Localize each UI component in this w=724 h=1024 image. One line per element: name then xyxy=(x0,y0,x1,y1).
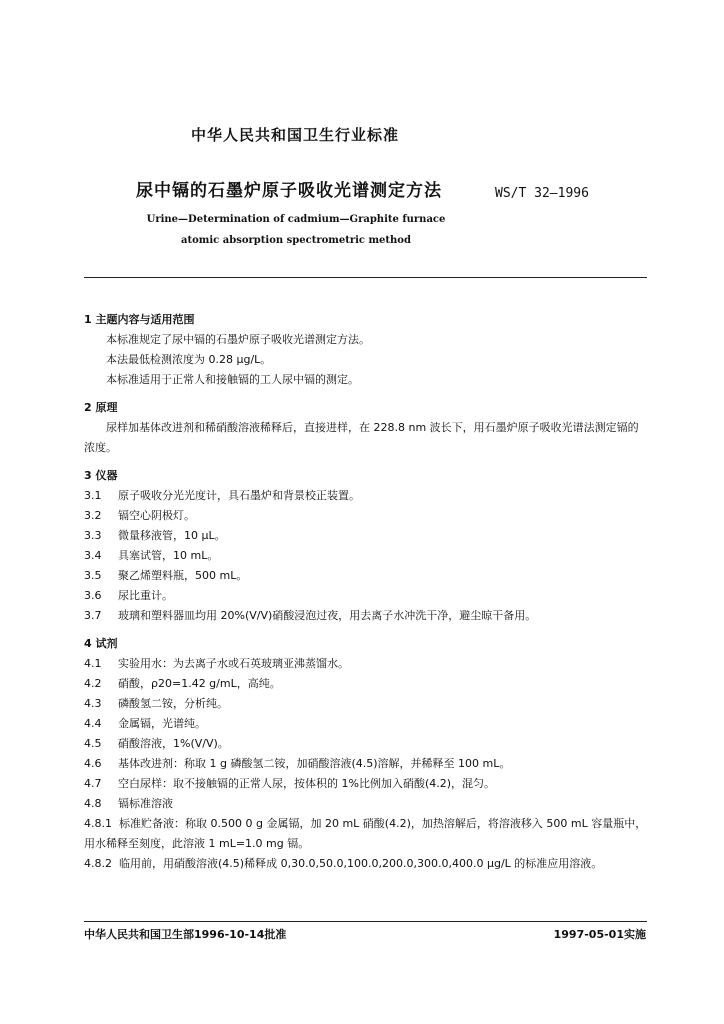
item-text: 金属镉，光谱纯。 xyxy=(118,717,206,730)
section-1 xyxy=(84,310,649,390)
list-item xyxy=(84,546,649,566)
item-number: 4.7 xyxy=(84,777,102,790)
document-title: 尿中镉的石墨炉原子吸收光谱测定方法 xyxy=(136,181,442,201)
item-text: 尿比重计。 xyxy=(118,589,173,602)
list-item xyxy=(84,754,649,774)
document-body xyxy=(84,310,649,882)
list-item xyxy=(84,586,649,606)
item-number: 4.6 xyxy=(84,757,102,770)
item-text: 基体改进剂：称取 1 g 磷酸氢二铵，加硝酸溶液(4.5)溶解，并稀释至 100 mL。 xyxy=(118,757,511,770)
english-title-line2: atomic absorption spectrometric method xyxy=(181,235,411,246)
implementation-date: 1997-05-01实施 xyxy=(553,928,646,941)
item-number: 4.5 xyxy=(84,737,102,750)
list-item xyxy=(84,774,649,794)
section-heading: 3 仪器 xyxy=(84,469,118,482)
section-2 xyxy=(84,398,649,458)
item-text: 临用前，用硝酸溶液(4.5)稀释成 0,30.0,50.0,100.0,200.0,300.0,400.0 μg/L 的标准应用溶液。 xyxy=(119,857,603,870)
sub-item xyxy=(84,814,649,854)
section-heading: 1 主题内容与适用范围 xyxy=(84,313,195,326)
list-item xyxy=(84,694,649,714)
paragraph: 本标准规定了尿中镉的石墨炉原子吸收光谱测定方法。 xyxy=(106,333,370,346)
english-title-line1: Urine—Determination of cadmium—Graphite furnace xyxy=(146,214,446,225)
issuing-organization: 中华人民共和国卫生行业标准 xyxy=(190,126,399,144)
section-heading: 4 试剂 xyxy=(84,637,118,650)
standard-code: WS/T 32—1996 xyxy=(495,186,589,201)
paragraph: 本标准适用于正常人和接触镉的工人尿中镉的测定。 xyxy=(106,373,359,386)
list-item xyxy=(84,794,649,814)
item-text: 原子吸收分光光度计，具石墨炉和背景校正装置。 xyxy=(118,489,360,502)
item-number: 3.5 xyxy=(84,569,102,582)
approval-date: 中华人民共和国卫生部1996-10-14批准 xyxy=(84,928,287,941)
list-item xyxy=(84,506,649,526)
item-text: 磷酸氢二铵，分析纯。 xyxy=(118,697,228,710)
list-item xyxy=(84,526,649,546)
list-item xyxy=(84,606,649,626)
item-text: 标准贮备液：称取 0.500 0 g 金属镉，加 20 mL 硝酸(4.2)，加热溶解后，将溶液移入 500 mL 容量瓶中，用水稀释至刻度，此溶液 1 mL=1.0 mg 镉。 xyxy=(84,817,647,850)
section-3 xyxy=(84,466,649,626)
list-item xyxy=(84,734,649,754)
item-text: 玻璃和塑料器皿均用 20%(V/V)硝酸浸泡过夜，用去离子水冲洗干净，避尘晾干备用。 xyxy=(118,609,537,622)
item-text: 聚乙烯塑料瓶，500 mL。 xyxy=(118,569,248,582)
list-item xyxy=(84,566,649,586)
header-divider xyxy=(84,277,647,278)
item-number: 4.8.1 xyxy=(84,817,112,830)
list-item xyxy=(84,674,649,694)
item-text: 实验用水：为去离子水或石英玻璃亚沸蒸馏水。 xyxy=(118,657,349,670)
paragraph: 本法最低检测浓度为 0.28 μg/L。 xyxy=(106,353,272,366)
item-text: 具塞试管，10 mL。 xyxy=(118,549,219,562)
item-number: 4.8.2 xyxy=(84,857,112,870)
item-number: 4.4 xyxy=(84,717,102,730)
section-heading: 2 原理 xyxy=(84,401,118,414)
list-item xyxy=(84,654,649,674)
item-text: 镉空心阴极灯。 xyxy=(118,509,195,522)
sub-item xyxy=(84,854,649,874)
item-number: 4.8 xyxy=(84,797,102,810)
item-number: 3.1 xyxy=(84,489,102,502)
item-number: 4.3 xyxy=(84,697,102,710)
item-number: 3.4 xyxy=(84,549,102,562)
item-number: 3.6 xyxy=(84,589,102,602)
item-text: 镉标准溶液 xyxy=(118,797,173,810)
item-number: 3.3 xyxy=(84,529,102,542)
paragraph: 尿样加基体改进剂和稀硝酸溶液稀释后，直接进样，在 228.8 nm 波长下，用石墨炉原子吸收光谱法测定镉的浓度。 xyxy=(84,421,639,454)
item-number: 3.2 xyxy=(84,509,102,522)
item-text: 微量移液管，10 μL。 xyxy=(118,529,226,542)
footer-divider xyxy=(84,921,647,922)
item-text: 空白尿样：取不接触镉的正常人尿，按体积的 1%比例加入硝酸(4.2)，混匀。 xyxy=(118,777,496,790)
list-item xyxy=(84,714,649,734)
item-text: 硝酸，ρ20=1.42 g/mL，高纯。 xyxy=(118,677,281,690)
item-number: 4.2 xyxy=(84,677,102,690)
section-4 xyxy=(84,634,649,874)
item-text: 硝酸溶液，1%(V/V)。 xyxy=(118,737,229,750)
item-number: 3.7 xyxy=(84,609,102,622)
list-item xyxy=(84,486,649,506)
item-number: 4.1 xyxy=(84,657,102,670)
